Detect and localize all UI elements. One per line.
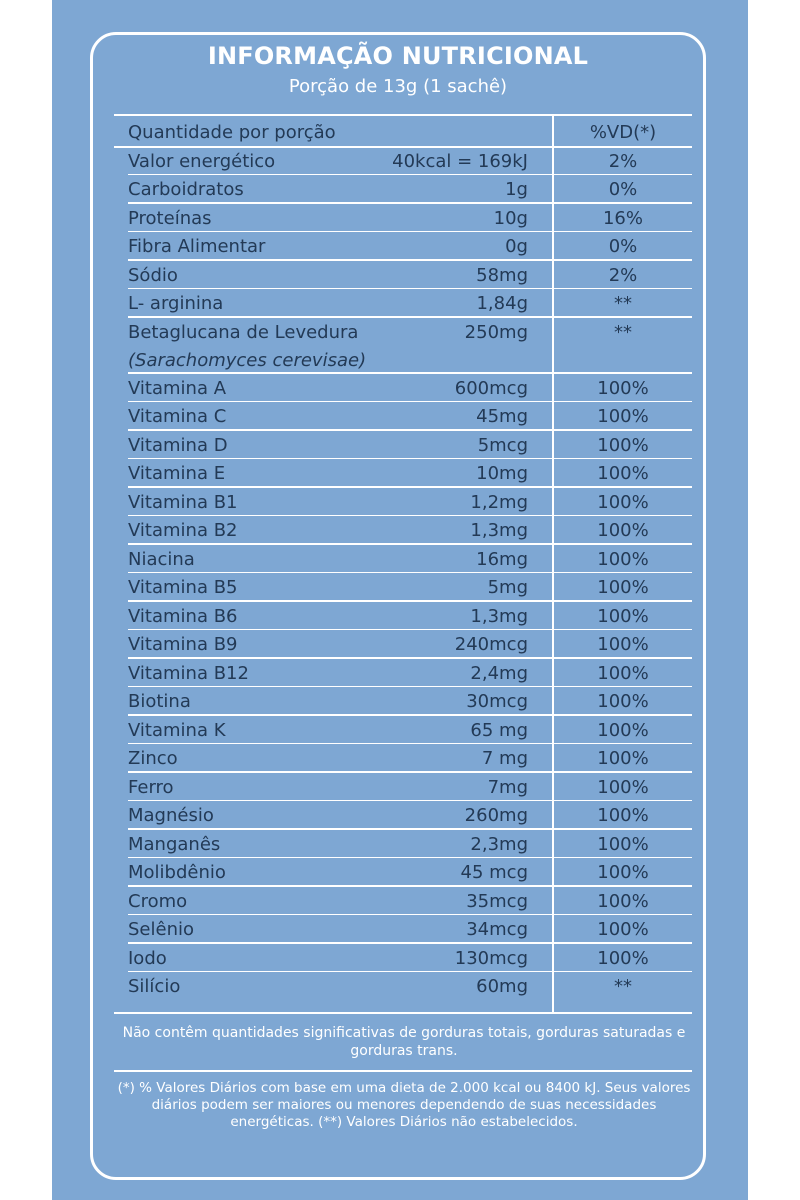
label-title: INFORMAÇÃO NUTRICIONAL [207,42,589,70]
nutrient-amount: 58mg [476,264,528,286]
nutrient-vd: 100% [597,919,649,940]
nutrient-vd: 100% [597,634,649,655]
nutrient-amount: 600mcg [454,377,528,399]
header-top-rule [114,114,692,116]
nutrient-vd: 2% [608,264,638,286]
nutrient-amount: 5mcg [477,434,528,456]
nutrient-amount: 16mg [476,548,528,570]
nutrient-vd: ** [614,293,632,314]
daily-values-note: (*) % Valores Diários com base em uma dieta de 2.000 kcal ou 8400 kJ. Seus valores diários podem ser maiores ou menores dependendo de suas necessidades energéticas. (**) Valores Diários não estabelecidos. [117,1080,691,1130]
nutrient-vd: 100% [597,833,649,855]
nutrient-amount: 1,3mg [470,605,528,627]
nutrient-amount: 1g [505,179,528,200]
nutrient-amount: 1,2mg [470,491,528,513]
table-row [116,516,692,545]
nutrient-amount: 65 mg [470,719,528,741]
table-row [116,545,692,574]
table-row [116,944,692,973]
nutrient-name: Vitamina B2 [128,520,238,541]
nutrient-amount: 34mcg [466,919,528,940]
nutrient-vd: 0% [608,179,638,200]
nutrient-vd: 100% [597,548,649,570]
table-row [116,147,692,176]
nutrient-vd: 100% [597,862,649,883]
nutrient-amount: 250mg [464,321,528,343]
nutrition-table [116,118,692,1001]
table-row [116,716,692,745]
nutrient-name: Betaglucana de Levedura [128,321,359,343]
nutrient-name: Niacina [128,548,195,570]
nutrient-name: Vitamina B1 [128,491,238,513]
table-row [116,459,692,488]
nutrient-vd: 100% [597,577,649,598]
nutrient-name: Vitamina B6 [128,605,238,627]
nutrient-amount: 2,3mg [470,833,528,855]
nutrient-vd: 0% [608,236,638,257]
header-vd-label: %VD(*) [589,122,657,143]
nutrient-vd: 100% [597,434,649,456]
nutrient-vd: 100% [597,520,649,541]
nutrient-name: Iodo [128,947,167,969]
nutrient-amount: 10mg [476,463,528,484]
nutrient-amount: 45mg [476,406,528,427]
nutrient-name: Cromo [128,890,188,912]
nutrient-vd: 100% [597,406,649,427]
nutrient-name: Vitamina K [128,719,226,741]
nutrient-amount: 60mg [476,976,528,997]
nutrient-name: Vitamina E [128,463,226,484]
fats-note: Não contêm quantidades significativas de gorduras totais, gorduras saturadas e gorduras trans. [122,1025,686,1059]
table-header-row [116,118,692,147]
nutrient-name: Vitamina C [128,406,227,427]
nutrient-vd: 100% [597,776,649,798]
nutrient-name: Vitamina B5 [128,577,238,598]
nutrient-name: Biotina [128,691,191,712]
table-row [116,915,692,944]
nutrient-amount: 260mg [464,805,528,826]
nutrient-name: Sódio [128,264,178,286]
nutrient-vd: 100% [597,691,649,712]
nutrient-amount: 5mg [487,577,528,598]
serving-size: Porção de 13g (1 sachê) [288,76,508,97]
nutrient-amount: 10g [493,207,528,229]
nutrient-amount: 240mcg [454,634,528,655]
nutrient-name: Vitamina B12 [128,662,249,684]
nutrient-vd: 100% [597,947,649,969]
nutrient-name: Valor energético [128,150,276,172]
nutrient-name: Vitamina B9 [128,634,238,655]
nutrient-vd: 100% [597,491,649,513]
table-row [116,402,692,431]
table-row [116,318,692,374]
header-quantity-label: Quantidade por porção [128,122,336,143]
table-row [116,972,692,1001]
nutrient-vd: 100% [597,890,649,912]
table-row [116,887,692,916]
nutrient-name: Fibra Alimentar [128,236,266,257]
table-row [116,175,692,204]
table-body [116,147,692,1001]
table-row [116,744,692,773]
nutrient-name: Vitamina D [128,434,228,456]
table-row [116,488,692,517]
nutrient-amount: 30mcg [466,691,528,712]
table-row [116,289,692,318]
nutrient-name: Ferro [128,776,174,798]
nutrient-vd: 16% [602,207,643,229]
nutrient-vd: ** [614,321,632,343]
table-row [116,602,692,631]
nutrient-vd: 100% [597,377,649,399]
nutrient-vd: 100% [597,719,649,741]
nutrient-name: Zinco [128,748,178,769]
notes-divider-rule [114,1070,692,1072]
nutrient-amount: 0g [505,236,528,257]
table-row [116,374,692,403]
nutrient-vd: 100% [597,805,649,826]
table-row [116,431,692,460]
nutrient-name: Molibdênio [128,862,226,883]
nutrient-name: Magnésio [128,805,214,826]
nutrient-amount: 1,84g [476,293,528,314]
table-bottom-rule [114,1012,692,1014]
table-row [116,858,692,887]
table-row [116,830,692,859]
nutrient-name: L- arginina [128,293,224,314]
table-row [116,573,692,602]
table-row [116,687,692,716]
nutrient-vd: 100% [597,463,649,484]
nutrient-vd: 100% [597,748,649,769]
table-row [116,773,692,802]
nutrient-name: Manganês [128,833,221,855]
nutrient-name: Proteínas [128,207,212,229]
nutrient-amount: 35mcg [466,890,528,912]
nutrient-amount: 45 mcg [460,862,528,883]
nutrient-name: Selênio [128,919,194,940]
table-row [116,232,692,261]
table-row [116,630,692,659]
nutrient-vd: 2% [608,150,638,172]
table-row [116,801,692,830]
table-row [116,204,692,233]
nutrient-amount: 7mg [487,776,528,798]
nutrient-name: Vitamina A [128,377,227,399]
nutrient-amount: 40kcal = 169kJ [392,150,528,172]
nutrient-amount: 2,4mg [470,662,528,684]
nutrient-name: Carboidratos [128,179,244,200]
nutrient-amount: 1,3mg [470,520,528,541]
nutrient-vd: ** [614,976,632,997]
nutrient-vd: 100% [597,605,649,627]
table-row [116,261,692,290]
nutrient-amount: 7 mg [481,748,528,769]
nutrient-vd: 100% [597,662,649,684]
nutrient-amount: 130mcg [454,947,528,969]
nutrient-name: Silício [128,976,181,997]
table-row [116,659,692,688]
nutrient-subname: (Sarachomyces cerevisae) [128,349,367,371]
